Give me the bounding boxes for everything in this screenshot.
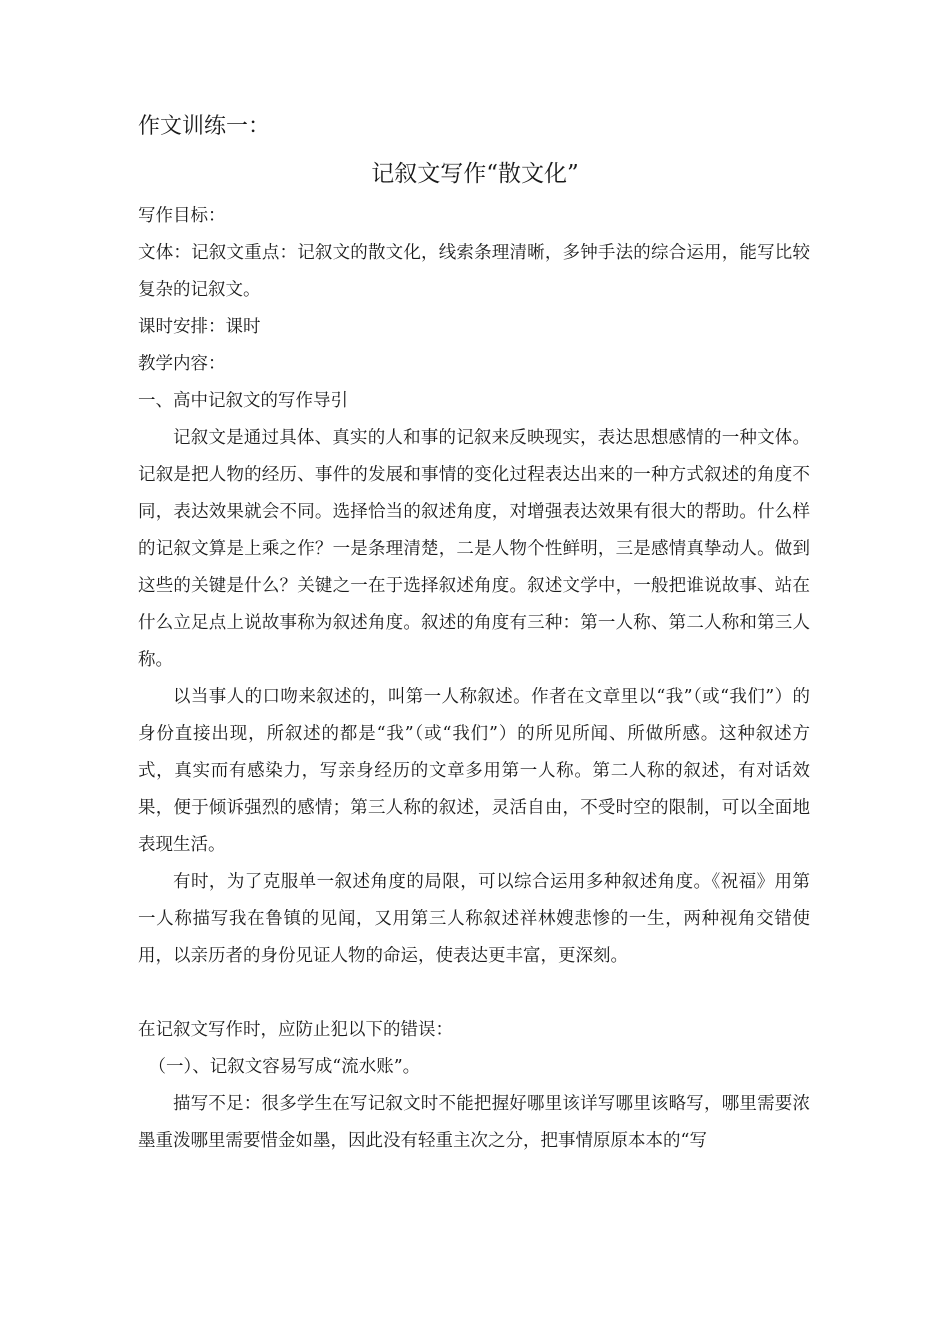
style-line: 文体：记叙文重点：记叙文的散文化，线索条理清晰，多钟手法的综合运用，能写比较复杂的记叙文。 (138, 243, 810, 300)
schedule-line: 课时安排：课时 (138, 317, 261, 337)
errors-intro: 在记叙文写作时，应防止犯以下的错误： (138, 1020, 453, 1040)
section-one-heading: 一、高中记叙文的写作导引 (138, 391, 348, 411)
document-title: 记叙文写作“散文化” (371, 161, 579, 187)
paragraph-gap (138, 975, 810, 1012)
goal-label: 写作目标： (138, 206, 226, 226)
document-body (138, 198, 810, 1160)
exercise-heading: 作文训练一： (138, 114, 271, 139)
paragraph-narrative-definition: 记叙文是通过具体、真实的人和事的记叙来反映现实，表达思想感情的一种文体。记叙是把人物的经历、事件的发展和事情的变化过程表达出来的一种方式叙述的角度不同，表达效果就会不同。选择恰当的叙述角度，对增强表达效果有很大的帮助。什么样的记叙文算是上乘之作？一是条理清楚，二是人物个性鲜明，三是感情真挚动人。做到这些的关键是什么？关键之一在于选择叙述角度。叙述文学中，一般把谁说故事、站在什么立足点上说故事称为叙述角度。叙述的角度有三种：第一人称、第二人称和第三人称。 (138, 428, 810, 670)
paragraph-insufficient-description: 描写不足：很多学生在写记叙文时不能把握好哪里该详写哪里该略写，哪里需要浓墨重泼哪里需要惜金如墨，因此没有轻重主次之分，把事情原原本本的“写 (138, 1094, 810, 1151)
error-one-heading: （一）、记叙文容易写成“流水账”。 (148, 1057, 421, 1077)
content-label: 教学内容： (138, 354, 226, 374)
paragraph-mixed-perspective: 有时，为了克服单一叙述角度的局限，可以综合运用多种叙述角度。《祝福》用第一人称描写我在鲁镇的见闻，又用第三人称叙述祥林嫂悲惨的一生，两种视角交错使用，以亲历者的身份见证人物的命运，使表达更丰富，更深刻。 (138, 872, 810, 966)
paragraph-first-person: 以当事人的口吻来叙述的，叫第一人称叙述。作者在文章里以“我”（或“我们”）的身份直接出现，所叙述的都是“我”（或“我们”）的所见所闻、所做所感。这种叙述方式，真实而有感染力，写亲身经历的文章多用第一人称。第二人称的叙述，有对话效果，便于倾诉强烈的感情；第三人称的叙述，灵活自由，不受时空的限制，可以全面地表现生活。 (138, 687, 810, 855)
